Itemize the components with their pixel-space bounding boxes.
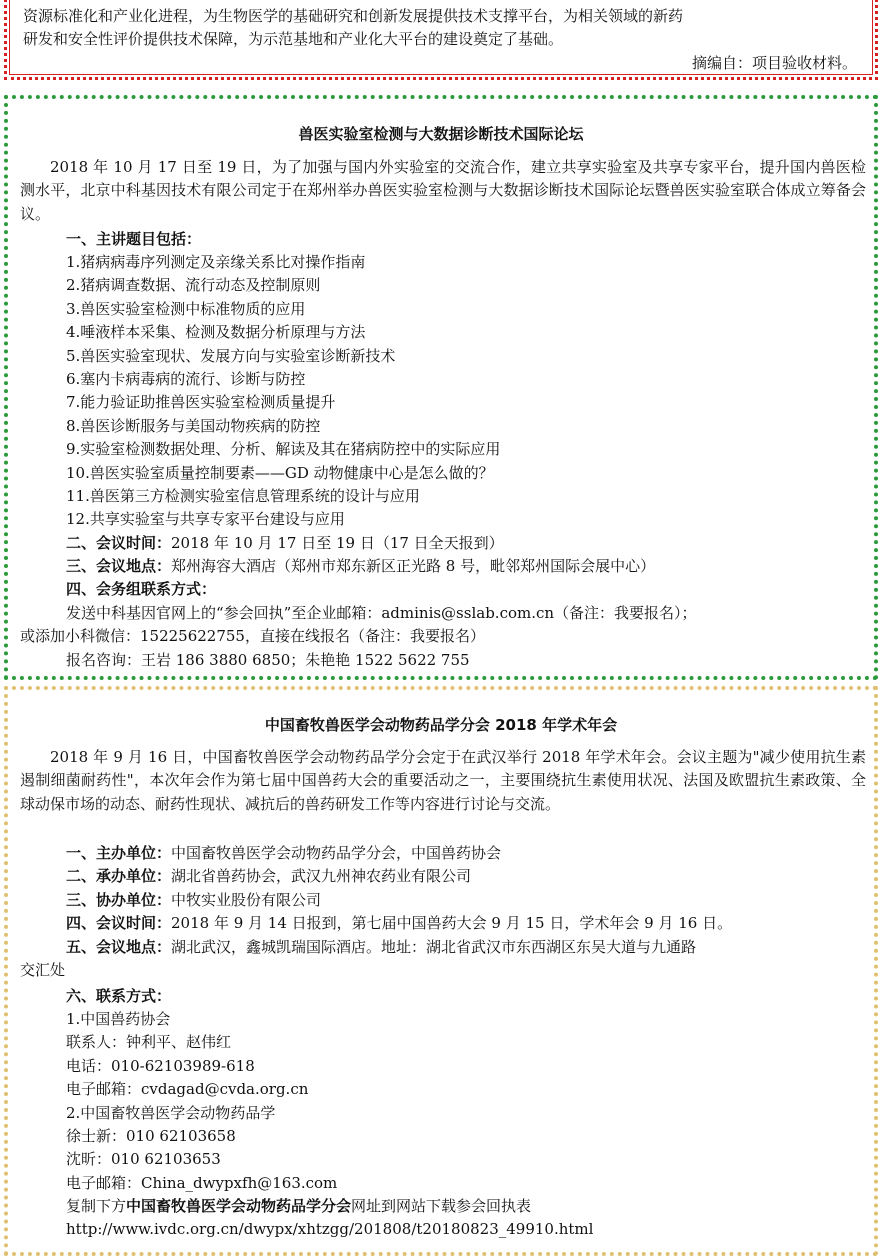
forum-topic-item: 3.兽医实验室检测中标准物质的应用 — [66, 299, 306, 318]
conference-host-value: 中国畜牧兽医学会动物药品学分会，中国兽药协会 — [171, 844, 502, 862]
forum-time-value: 2018 年 10 月 17 日至 19 日（17 日全天报到） — [171, 534, 504, 552]
forum-topic-item: 8.兽医诊断服务与美国动物疾病的防控 — [66, 416, 321, 435]
forum-section-box — [4, 95, 878, 680]
conference-title: 中国畜牧兽医学会动物药品学分会 2018 年学术年会 — [264, 716, 618, 734]
conference-place-value: 湖北武汉，鑫城凯瑞国际酒店。地址：湖北省武汉市东西湖区东吴大道与九通路 — [171, 938, 697, 956]
conference-contact-heading: 六、联系方式： — [66, 987, 172, 1005]
forum-topics-heading: 一、主讲题目包括： — [66, 230, 202, 248]
forum-place-label: 三、会议地点： — [66, 557, 172, 575]
forum-topic-item: 11.兽医第三方检测实验室信息管理系统的设计与应用 — [66, 487, 420, 505]
forum-place — [66, 555, 655, 578]
conference-coorganizer — [66, 889, 321, 912]
forum-contact-line-3: 报名咨询：王岩 186 3880 6850；朱艳艳 1522 5622 755 — [66, 651, 470, 669]
forum-topic-item: 12.共享实验室与共享专家平台建设与应用 — [66, 510, 345, 529]
source-note: 摘编自：项目验收材料。 — [691, 54, 857, 72]
conference-place — [66, 936, 696, 959]
conference-coorganizer-value: 中牧实业股份有限公司 — [171, 891, 322, 909]
conference-organizer-label: 二、承办单位： — [66, 867, 172, 885]
forum-title: 兽医实验室检测与大数据诊断技术国际论坛 — [298, 125, 584, 143]
download-instruction — [66, 1195, 531, 1218]
top-section-box — [4, 0, 878, 80]
forum-contact-line-1: 发送中科基因官网上的“参会回执”至企业邮箱：adminis@sslab.com.cn（备注：我要报名）； — [66, 604, 697, 622]
conference-host — [66, 842, 501, 865]
conference-time-value: 2018 年 9 月 14 日报到，第七届中国兽药大会 9 月 15 日，学术年会 9 月 16 日。 — [171, 914, 733, 932]
forum-topic-item: 2.猪病调查数据、流行动态及控制原则 — [66, 276, 321, 295]
conference-contact-line: 电子邮箱：cvdagad@cvda.org.cn — [66, 1080, 309, 1099]
conference-organizer — [66, 865, 471, 888]
forum-topic-item: 5.兽医实验室现状、发展方向与实验室诊断新技术 — [66, 346, 396, 365]
conference-contact-line: 电话：010-62103989-618 — [66, 1056, 255, 1075]
forum-topic-item: 9.实验室检测数据处理、分析、解读及其在猪病防控中的实际应用 — [66, 440, 501, 459]
download-prefix: 复制下方 — [66, 1197, 127, 1215]
conference-time — [66, 912, 732, 935]
forum-time — [66, 532, 504, 555]
top-text-line-2: 研发和安全性评价提供技术保障，为示范基地和产业化大平台的建设奠定了基础。 — [23, 30, 564, 48]
forum-contact-line-2: 或添加小科微信：15225622755，直接在线报名（备注：我要报名） — [20, 627, 485, 645]
conference-contact-line: 徐士新：010 62103658 — [66, 1127, 236, 1145]
conference-contact-line: 沈昕：010 62103653 — [66, 1150, 221, 1169]
forum-topic-item: 7.能力验证助推兽医实验室检测质量提升 — [66, 393, 336, 412]
conference-place-label: 五、会议地点： — [66, 938, 172, 956]
download-suffix: 网址到网站下载参会回执表 — [351, 1197, 532, 1215]
conference-intro: 2018 年 9 月 16 日，中国畜牧兽医学会动物药品学分会定于在武汉举行 2018 年学术年会。会议主题为"减少使用抗生素遏制细菌耐药性"，本次年会作为第七届中国兽药大会的重要活动之一，主要围绕抗生素使用状况、法国及欧盟抗生素政策、全球动保市场的动态、耐药性现状、减抗后的兽药研发工作等内容进行讨论与交流。 — [20, 748, 866, 813]
forum-topic-item: 4.唾液样本采集、检测及数据分析原理与方法 — [66, 323, 366, 342]
forum-topic-item: 6.塞内卡病毒病的流行、诊断与防控 — [66, 370, 306, 388]
forum-topic-item: 10.兽医实验室质量控制要素——GD 动物健康中心是怎么做的？ — [66, 463, 494, 482]
conference-organizer-value: 湖北省兽药协会，武汉九州神农药业有限公司 — [171, 867, 472, 885]
forum-intro: 2018 年 10 月 17 日至 19 日，为了加强与国内外实验室的交流合作，建立共享实验室及共享专家平台，提升国内兽医检测水平，北京中科基因技术有限公司定于在郑州举办兽医实验室检测与大数据诊断技术国际论坛暨兽医实验室联合体成立筹备会议。 — [20, 158, 866, 223]
conference-contact-line: 电子邮箱：China_dwypxfh@163.com — [66, 1173, 338, 1192]
forum-topic-item: 1.猪病病毒序列测定及亲缘关系比对操作指南 — [66, 253, 366, 271]
download-org: 中国畜牧兽医学会动物药品学分会 — [126, 1197, 352, 1215]
conference-time-label: 四、会议时间： — [66, 914, 172, 932]
forum-contact-heading: 四、会务组联系方式： — [66, 580, 217, 598]
conference-host-label: 一、主办单位： — [66, 844, 172, 862]
forum-place-value: 郑州海容大酒店（郑州市郑东新区正光路 8 号，毗邻郑州国际会展中心） — [171, 557, 656, 575]
conference-section-box — [4, 686, 878, 1256]
conference-contact-line: 1.中国兽药协会 — [66, 1010, 171, 1028]
conference-place-line-2: 交汇处 — [20, 961, 66, 979]
forum-time-label: 二、会议时间： — [66, 534, 172, 552]
top-text-line-1: 资源标准化和产业化进程，为生物医学的基础研究和创新发展提供技术支撑平台，为相关领域的新药 — [23, 7, 684, 25]
conference-contact-line: 联系人：钟利平、赵伟红 — [66, 1033, 232, 1052]
download-url[interactable]: http://www.ivdc.org.cn/dwypx/xhtzgg/201808/t20180823_49910.html — [66, 1220, 594, 1238]
conference-coorganizer-label: 三、协办单位： — [66, 891, 172, 909]
conference-contact-line: 2.中国畜牧兽医学会动物药品学 — [66, 1103, 276, 1122]
